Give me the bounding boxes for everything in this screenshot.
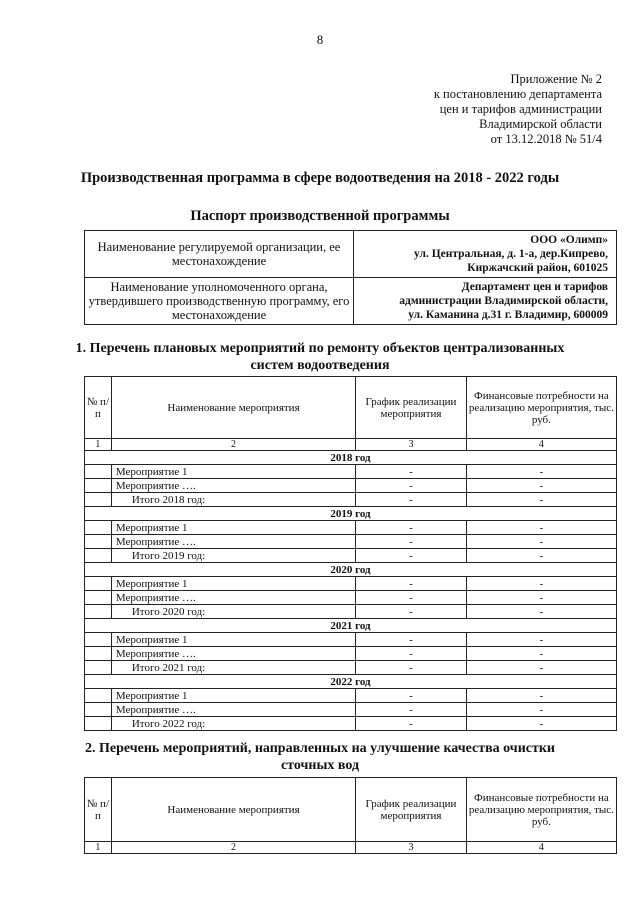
- event-name: Мероприятие 1: [111, 689, 355, 703]
- row-num-cell: [85, 479, 112, 493]
- col-num-header: № п/п: [85, 377, 112, 439]
- column-index-row: [85, 842, 617, 854]
- schedule-value: -: [356, 703, 467, 717]
- value-line: ул. Каманина д.31 г. Владимир, 600009: [408, 309, 608, 321]
- year-label: 2018 год: [85, 451, 617, 465]
- schedule-value: -: [356, 465, 467, 479]
- col-name-header: Наименование мероприятия: [111, 778, 355, 842]
- row-num-cell: [85, 689, 112, 703]
- passport-value: [354, 278, 617, 325]
- schedule-value: -: [356, 535, 467, 549]
- col-num-header: № п/п: [85, 778, 112, 842]
- row-num-cell: [85, 647, 112, 661]
- schedule-value: -: [356, 647, 467, 661]
- row-num-cell: [85, 717, 112, 731]
- event-row: [85, 633, 617, 647]
- finance-value: -: [466, 479, 616, 493]
- finance-value: -: [466, 689, 616, 703]
- finance-value: -: [466, 591, 616, 605]
- document-title: Производственная программа в сфере водоотведения на 2018 - 2022 годы: [80, 170, 560, 186]
- total-label: Итого 2021 год:: [111, 661, 355, 675]
- event-name: Мероприятие 1: [111, 465, 355, 479]
- total-row: [85, 661, 617, 675]
- section1-title-line: 1. Перечень плановых мероприятий по ремонту объектов централизованных: [75, 341, 565, 356]
- col-index: 1: [85, 439, 112, 451]
- total-row: [85, 493, 617, 507]
- row-num-cell: [85, 493, 112, 507]
- appendix-line: Приложение № 2: [510, 72, 602, 86]
- event-name: Мероприятие ….: [111, 591, 355, 605]
- appendix-line: к постановлению департамента: [433, 87, 602, 101]
- total-label: Итого 2020 год:: [111, 605, 355, 619]
- row-num-cell: [85, 633, 112, 647]
- value-line: ул. Центральная, д. 1-а, дер.Кипрево,: [414, 248, 608, 260]
- col-index: 4: [466, 439, 616, 451]
- section1-title-line: систем водоотведения: [250, 358, 390, 373]
- row-num-cell: [85, 549, 112, 563]
- total-row: [85, 549, 617, 563]
- finance-value: -: [466, 521, 616, 535]
- finance-value: -: [466, 647, 616, 661]
- year-row: [85, 451, 617, 465]
- row-num-cell: [85, 577, 112, 591]
- col-index: 3: [356, 842, 467, 854]
- total-row: [85, 717, 617, 731]
- passport-label: Наименование уполномоченного органа, утвердившего производственную программу, его местонахождение: [85, 278, 354, 325]
- schedule-value: -: [356, 493, 467, 507]
- section2-title: [0, 740, 640, 774]
- schedule-value: -: [356, 479, 467, 493]
- event-name: Мероприятие ….: [111, 703, 355, 717]
- col-name-header: Наименование мероприятия: [111, 377, 355, 439]
- year-label: 2021 год: [85, 619, 617, 633]
- schedule-value: -: [356, 605, 467, 619]
- appendix-line: Владимирской области: [479, 117, 602, 131]
- row-num-cell: [85, 661, 112, 675]
- section2-title-line: 2. Перечень мероприятий, направленных на улучшение качества очистки: [84, 741, 555, 756]
- row-num-cell: [85, 465, 112, 479]
- finance-value: -: [466, 493, 616, 507]
- schedule-value: -: [356, 689, 467, 703]
- finance-value: -: [466, 465, 616, 479]
- finance-value: -: [466, 535, 616, 549]
- appendix-block: [434, 72, 602, 147]
- col-index: 4: [466, 842, 616, 854]
- total-label: Итого 2019 год:: [111, 549, 355, 563]
- year-label: 2019 год: [85, 507, 617, 521]
- year-label: 2022 год: [85, 675, 617, 689]
- year-row: [85, 563, 617, 577]
- appendix-line: от 13.12.2018 № 51/4: [490, 132, 602, 146]
- section1-table: [84, 376, 617, 731]
- finance-value: -: [466, 703, 616, 717]
- col-schedule-header: График реализации мероприятия: [356, 778, 467, 842]
- total-label: Итого 2022 год:: [111, 717, 355, 731]
- col-finance-header: Финансовые потребности на реализацию мероприятия, тыс. руб.: [466, 778, 616, 842]
- schedule-value: -: [356, 633, 467, 647]
- section2-table: [84, 777, 617, 854]
- col-index: 2: [111, 842, 355, 854]
- row-num-cell: [85, 521, 112, 535]
- finance-value: -: [466, 633, 616, 647]
- row-num-cell: [85, 591, 112, 605]
- schedule-value: -: [356, 549, 467, 563]
- event-name: Мероприятие ….: [111, 647, 355, 661]
- table-header-row: [85, 377, 617, 439]
- col-finance-header: Финансовые потребности на реализацию мероприятия, тыс. руб.: [466, 377, 616, 439]
- event-row: [85, 703, 617, 717]
- passport-title: Паспорт производственной программы: [190, 208, 450, 224]
- event-row: [85, 521, 617, 535]
- event-row: [85, 689, 617, 703]
- year-row: [85, 675, 617, 689]
- schedule-value: -: [356, 577, 467, 591]
- event-name: Мероприятие 1: [111, 521, 355, 535]
- col-index: 2: [111, 439, 355, 451]
- row-num-cell: [85, 605, 112, 619]
- event-name: Мероприятие ….: [111, 479, 355, 493]
- value-line: Департамент цен и тарифов: [461, 281, 608, 293]
- event-row: [85, 479, 617, 493]
- schedule-value: -: [356, 591, 467, 605]
- event-row: [85, 465, 617, 479]
- year-row: [85, 507, 617, 521]
- passport-row: [85, 231, 617, 278]
- finance-value: -: [466, 549, 616, 563]
- page-number: 8: [316, 32, 324, 47]
- section2-title-line: сточных вод: [280, 758, 360, 773]
- event-row: [85, 535, 617, 549]
- row-num-cell: [85, 535, 112, 549]
- col-index: 3: [356, 439, 467, 451]
- value-line: Киржачский район, 601025: [467, 262, 608, 274]
- event-name: Мероприятие 1: [111, 577, 355, 591]
- passport-row: [85, 278, 617, 325]
- year-row: [85, 619, 617, 633]
- finance-value: -: [466, 717, 616, 731]
- passport-label: Наименование регулируемой организации, ее местонахождение: [85, 231, 354, 278]
- col-schedule-header: График реализации мероприятия: [356, 377, 467, 439]
- appendix-line: цен и тарифов администрации: [439, 102, 602, 116]
- section1-title: [0, 340, 640, 374]
- value-line: администрации Владимирской области,: [399, 295, 608, 307]
- total-label: Итого 2018 год:: [111, 493, 355, 507]
- table-header-row: [85, 778, 617, 842]
- event-row: [85, 577, 617, 591]
- value-line: ООО «Олимп»: [530, 234, 608, 246]
- schedule-value: -: [356, 717, 467, 731]
- passport-table: [84, 230, 617, 325]
- finance-value: -: [466, 577, 616, 591]
- column-index-row: [85, 439, 617, 451]
- total-row: [85, 605, 617, 619]
- event-row: [85, 647, 617, 661]
- year-label: 2020 год: [85, 563, 617, 577]
- col-index: 1: [85, 842, 112, 854]
- row-num-cell: [85, 703, 112, 717]
- event-name: Мероприятие 1: [111, 633, 355, 647]
- event-name: Мероприятие ….: [111, 535, 355, 549]
- finance-value: -: [466, 661, 616, 675]
- schedule-value: -: [356, 521, 467, 535]
- passport-value: [354, 231, 617, 278]
- finance-value: -: [466, 605, 616, 619]
- event-row: [85, 591, 617, 605]
- schedule-value: -: [356, 661, 467, 675]
